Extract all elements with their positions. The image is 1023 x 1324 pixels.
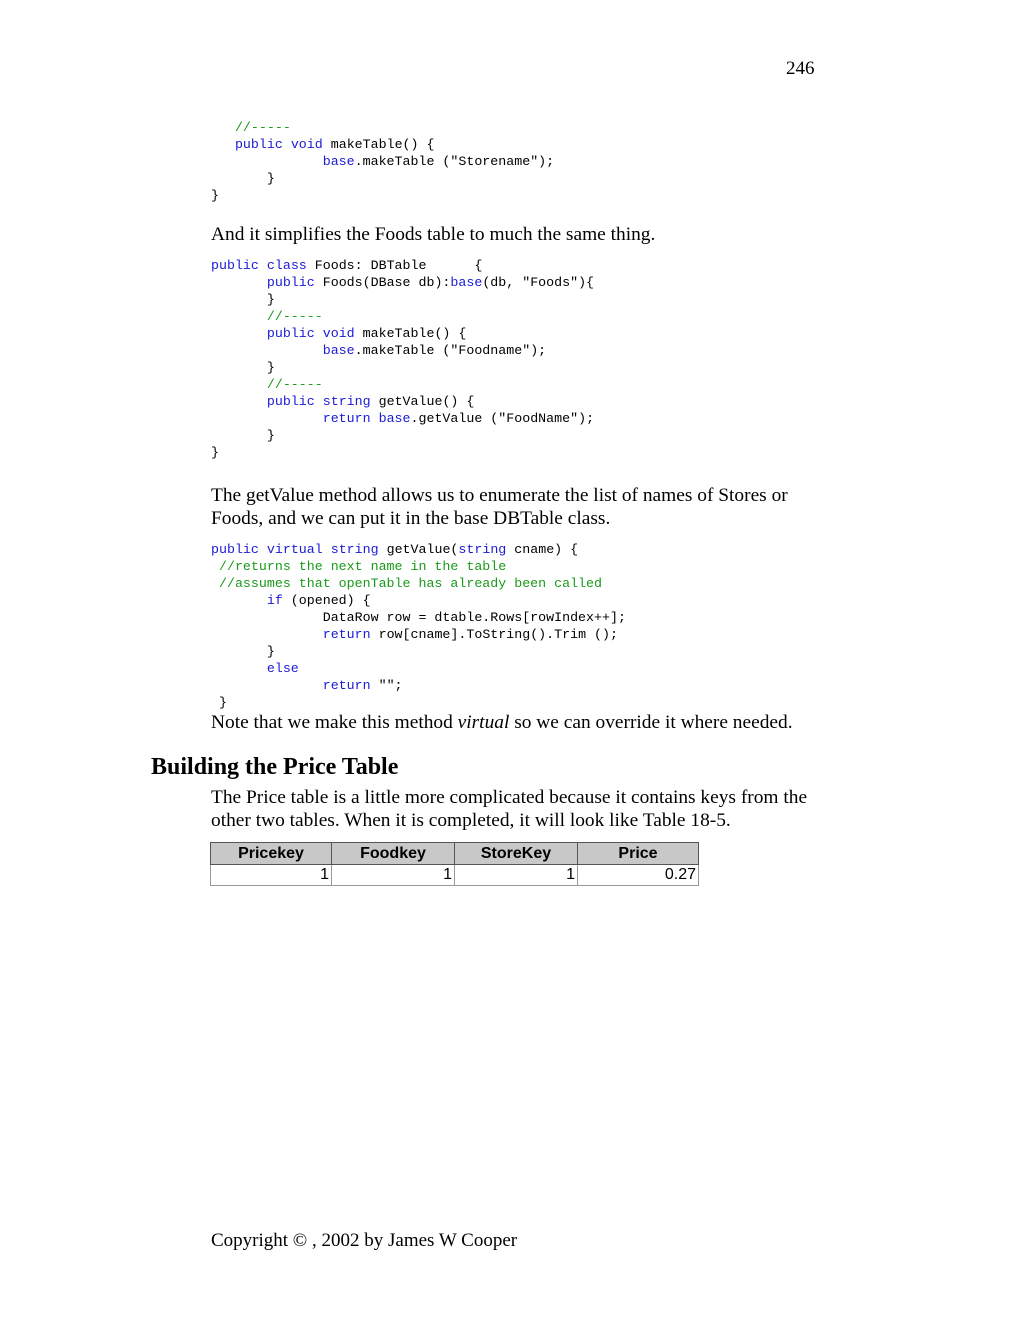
code-keyword: string [330, 542, 379, 557]
header-pricekey: Pricekey [211, 843, 332, 865]
code-keyword: return [322, 678, 371, 693]
code-text: Foods: DBTable { [306, 258, 483, 273]
code-line [211, 694, 626, 711]
code-keyword: public [266, 394, 315, 409]
code-comment: //----- [266, 377, 323, 392]
code-keyword: return [322, 627, 371, 642]
code-text: .makeTable ("Storename"); [354, 154, 555, 169]
code-comment: //----- [266, 309, 323, 324]
code-line [211, 609, 626, 626]
code-keyword: return [322, 411, 371, 426]
code-text: } [266, 360, 275, 375]
code-keyword: string [458, 542, 507, 557]
code-text: (db, "Foods"){ [482, 275, 595, 290]
code-text: } [218, 695, 227, 710]
code-block-maketable [211, 119, 554, 204]
code-text: Foods(DBase db): [314, 275, 451, 290]
header-storekey: StoreKey [455, 843, 578, 865]
section-heading: Building the Price Table [151, 754, 399, 780]
code-line [211, 575, 626, 592]
header-price: Price [578, 843, 699, 865]
table-header-row [211, 843, 699, 865]
code-text [259, 258, 267, 273]
code-keyword: public [211, 258, 259, 273]
code-line [211, 325, 594, 342]
code-line [211, 359, 594, 376]
code-text [371, 411, 379, 426]
code-line [211, 541, 626, 558]
code-text [315, 326, 323, 341]
price-table [210, 842, 699, 886]
code-line [211, 444, 594, 461]
code-keyword: virtual [266, 542, 323, 557]
code-comment: //assumes that openTable has already been called [218, 576, 602, 591]
code-line [211, 643, 626, 660]
code-text: } [266, 292, 275, 307]
code-text: row[cname].ToString().Trim (); [370, 627, 618, 642]
table-row [211, 865, 699, 886]
code-line [211, 410, 594, 427]
code-keyword: if [266, 593, 283, 608]
code-text: } [266, 428, 275, 443]
code-line [211, 291, 594, 308]
code-line [211, 558, 626, 575]
code-text: DataRow row = dtable.Rows[rowIndex++]; [322, 610, 626, 625]
code-line [211, 187, 554, 204]
code-keyword: public [266, 326, 315, 341]
code-text [283, 137, 291, 152]
code-text: ""; [370, 678, 403, 693]
code-line [211, 660, 626, 677]
code-line [211, 342, 594, 359]
code-comment: //----- [234, 120, 291, 135]
code-line [211, 376, 594, 393]
code-keyword: public [234, 137, 283, 152]
code-text [323, 542, 331, 557]
paragraph-getvalue-intro: The getValue method allows us to enumerate the list of names of Stores or Foods, and we can put it in the base DBTable class. [211, 485, 788, 529]
code-keyword: base [378, 411, 411, 426]
code-line [211, 592, 626, 609]
code-keyword: class [266, 258, 307, 273]
code-keyword: public [211, 542, 259, 557]
code-line [211, 677, 626, 694]
code-text: .getValue ("FoodName"); [410, 411, 595, 426]
code-text: .makeTable ("Foodname"); [354, 343, 547, 358]
code-keyword: void [290, 137, 323, 152]
code-comment: //returns the next name in the table [218, 559, 507, 574]
code-text: } [266, 171, 275, 186]
virtual-note-after: so we can override it where needed. [509, 712, 793, 733]
code-line [211, 427, 594, 444]
code-text: } [211, 445, 219, 460]
code-line [211, 393, 594, 410]
virtual-note-italic: virtual [457, 712, 510, 733]
code-keyword: public [266, 275, 315, 290]
code-keyword: base [322, 154, 355, 169]
code-line [211, 626, 626, 643]
paragraph-foods-intro: And it simplifies the Foods table to much the same thing. [211, 224, 656, 245]
cell-foodkey: 1 [332, 865, 455, 886]
cell-storekey: 1 [455, 865, 578, 886]
paragraph-price-table-intro: The Price table is a little more complicated because it contains keys from the other two tables. When it is completed, it will look like Table 18-5. [211, 787, 808, 831]
code-text [315, 394, 323, 409]
code-text [259, 542, 267, 557]
code-keyword: else [266, 661, 299, 676]
virtual-note-before: Note that we make this method [211, 712, 458, 733]
cell-pricekey: 1 [211, 865, 332, 886]
page-number: 246 [786, 58, 815, 79]
paragraph-virtual-note [211, 712, 851, 735]
code-text: (opened) { [282, 593, 371, 608]
cell-price: 0.27 [578, 865, 699, 886]
code-text: getValue( [378, 542, 459, 557]
code-line [211, 257, 594, 274]
code-text: makeTable() { [354, 326, 467, 341]
code-text: } [211, 188, 219, 203]
code-line [211, 153, 554, 170]
code-text: getValue() { [370, 394, 475, 409]
header-foodkey: Foodkey [332, 843, 455, 865]
code-keyword: void [322, 326, 355, 341]
code-line [211, 119, 554, 136]
code-keyword: string [322, 394, 371, 409]
code-text: cname) { [506, 542, 579, 557]
code-line [211, 136, 554, 153]
code-line [211, 170, 554, 187]
code-line [211, 274, 594, 291]
code-keyword: base [450, 275, 483, 290]
code-block-foods-class [211, 257, 594, 461]
code-block-getvalue [211, 541, 626, 711]
code-text: makeTable() { [322, 137, 435, 152]
code-keyword: base [322, 343, 355, 358]
copyright-footer: Copyright © , 2002 by James W Cooper [211, 1230, 518, 1251]
code-line [211, 308, 594, 325]
code-text: } [266, 644, 275, 659]
